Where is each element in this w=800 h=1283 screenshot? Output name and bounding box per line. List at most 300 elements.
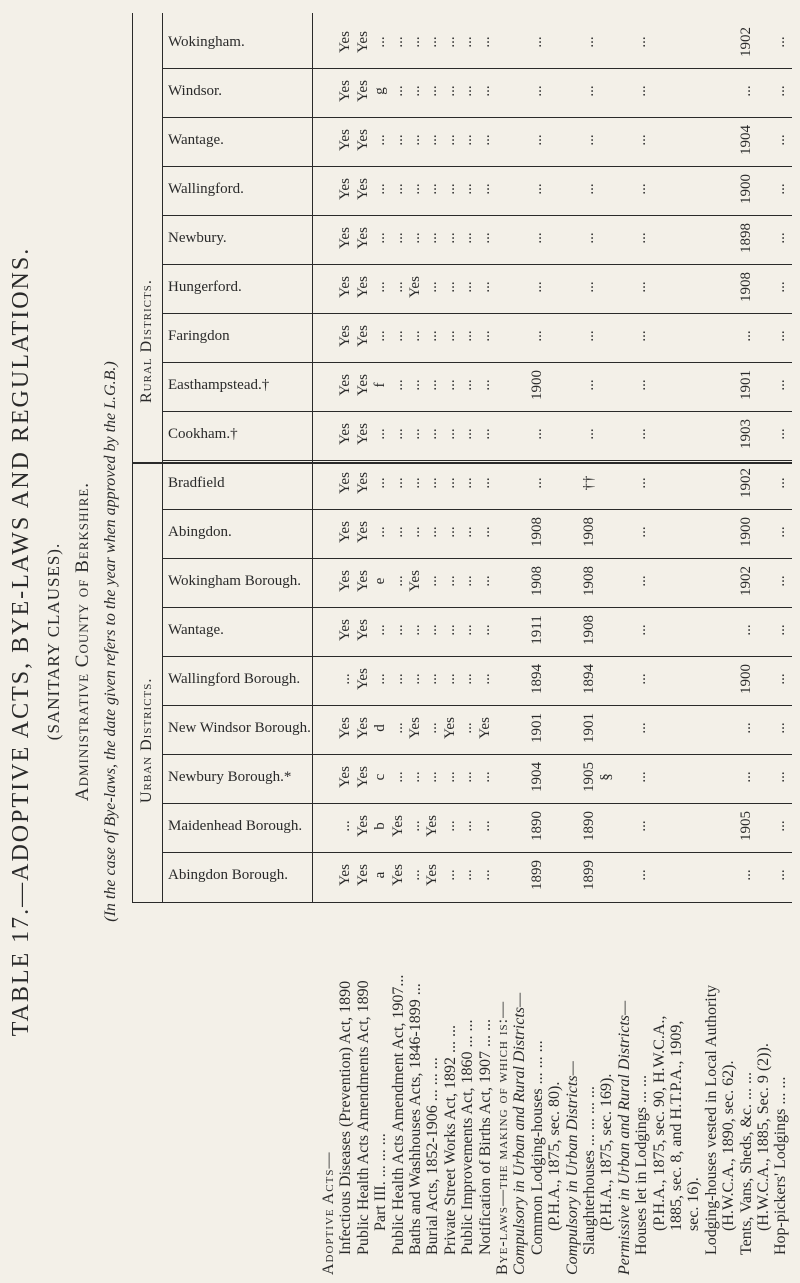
table-cell: Yes [407,570,423,592]
table-cell: ... [372,673,389,685]
row-label: Compulsory in Urban and Rural Districts— [511,992,529,1275]
table-cell: 1908 [737,272,754,302]
table-cell: ... [476,771,493,783]
table-cell: ... [476,379,493,391]
table-cell: ... [633,820,650,832]
table-cell: ... [441,183,458,195]
table-cell: Yes [424,864,441,886]
table-cell: Yes [337,80,354,102]
table-cell: 1911 [528,615,545,645]
column-heading: Wantage. [168,622,224,638]
table-cell: Yes [337,570,354,592]
table-cell: ... [772,771,789,783]
table-cell: ... [772,183,789,195]
table-cell: ... [737,624,754,636]
table-cell: ... [372,330,389,342]
table-cell: ... [407,624,423,636]
row-label: Adoptive Acts— [320,1151,337,1275]
table-cell: ... [476,526,493,538]
table-cell: Yes [354,227,371,249]
table-cell: ... [441,673,458,685]
table-cell: ... [407,36,423,48]
table-cell: ... [633,624,650,636]
table-cell: ... [476,673,493,685]
table-cell: Yes [407,276,423,298]
table-cell: ... [581,281,597,293]
column-heading: Faringdon [168,328,230,344]
table-cell: ... [528,36,545,48]
table-cell: ... [633,673,650,685]
table-cell: 1908 [528,517,545,547]
table-cell: 1903 [737,419,754,449]
rule-head [312,13,313,903]
table-cell: 1900 [737,174,754,204]
table-cell: ... [441,428,458,440]
table-cell: ... [737,771,754,783]
row-label: (H.W.C.A., 1890, sec. 62). [720,1060,738,1231]
table-cell: ... [459,575,476,587]
row-label: Private Street Works Act, 1892 ... ... [441,1025,459,1255]
table-cell: ... [372,477,389,489]
table-cell: c [372,773,389,781]
table-cell: ... [389,526,406,538]
group-urban: Urban Districts. [138,677,155,803]
table-cell: ... [389,232,406,244]
table-cell: Yes [337,766,354,788]
table-cell: ... [737,85,754,97]
table-cell: ... [772,36,789,48]
table-cell: ... [633,281,650,293]
table-cell: ... [581,134,597,146]
table-cell: ... [407,477,423,489]
table-cell: ... [772,575,789,587]
column-heading: Wallingford Borough. [168,671,301,687]
table-cell: Yes [354,472,371,494]
table-cell: ... [772,673,789,685]
table-cell: ... [372,134,389,146]
table-cell: Yes [337,423,354,445]
table-cell: ... [737,722,754,734]
table-cell: d [372,724,389,732]
row-label: Public Improvements Act, 1860 ... ... [459,1019,477,1255]
table-cell: ... [337,820,354,832]
table-cell: ... [337,673,354,685]
table-cell: 1905 [581,762,597,792]
table-cell: 1900 [737,517,754,547]
table-cell: ... [389,722,406,734]
row-label: Permissive in Urban and Rural Districts— [615,1000,633,1275]
table-cell: ... [424,281,441,293]
table-cell: Yes [337,472,354,494]
table-cell: ... [441,771,458,783]
table-cell: ... [389,477,406,489]
table-cell: Yes [354,570,371,592]
table-cell: ... [424,36,441,48]
table-cell: ... [476,477,493,489]
table-cell: Yes [354,80,371,102]
table-cell: ... [407,183,423,195]
table-cell: Yes [354,178,371,200]
table-cell: ... [424,330,441,342]
table-cell: ... [441,330,458,342]
row-label: sec. 16). [685,1177,703,1231]
table-cell: Yes [389,815,406,837]
table-cell: ... [389,36,406,48]
table-cell: ... [459,624,476,636]
table-cell: ... [459,134,476,146]
table-cell: Yes [441,717,458,739]
rule-top [132,13,133,903]
table-cell: Yes [354,31,371,53]
table-cell: ... [633,232,650,244]
table-cell: ... [476,330,493,342]
table-cell: Yes [337,374,354,396]
table-cell: ... [476,428,493,440]
table-cell: ... [389,134,406,146]
row-label: Common Lodging-houses ... ... ... [528,1040,546,1255]
table-cell: †† [581,475,597,491]
table-cell: ... [633,330,650,342]
table-note: (In the case of Bye-laws, the date given refers to the year when approved by the L.G.B.) [102,361,119,922]
table-cell: ... [441,36,458,48]
table-cell: ... [528,330,545,342]
group-rural: Rural Districts. [138,279,155,403]
column-heading: Bradfield [168,475,225,491]
table-cell: Yes [337,31,354,53]
table-cell: ... [476,820,493,832]
table-cell: ... [459,379,476,391]
table-cell: § [598,773,615,781]
row-label: (P.H.A., 1875, sec. 80). [546,1081,564,1231]
table-cell: ... [633,134,650,146]
table-cell: ... [372,232,389,244]
county-heading: Administrative County of Berkshire. [72,481,93,802]
table-cell: Yes [337,717,354,739]
table-cell: Yes [354,423,371,445]
table-cell: ... [441,85,458,97]
table-subtitle: (SANITARY CLAUSES). [44,542,63,741]
table-cell: ... [407,771,423,783]
row-label: (P.H.A., 1875, sec. 90, H.W.C.A., [650,1015,668,1231]
table-cell: 1894 [528,664,545,694]
column-heading: Abingdon. [168,524,232,540]
table-cell: ... [476,869,493,881]
table-cell: ... [424,526,441,538]
table-cell: ... [424,673,441,685]
table-cell: ... [407,673,423,685]
table-cell: ... [528,281,545,293]
table-cell: 1900 [737,664,754,694]
table-cell: ... [424,85,441,97]
table-cell: ... [407,820,423,832]
rule-group [162,13,163,903]
table-cell: 1901 [581,713,597,743]
table-cell: ... [389,428,406,440]
table-cell: ... [389,379,406,391]
table-cell: ... [528,134,545,146]
table-cell: ... [772,624,789,636]
table-cell: 1898 [737,223,754,253]
table-cell: ... [424,624,441,636]
row-label: Hop-pickers' Lodgings ... ... [772,1076,790,1255]
table-cell: 1904 [737,125,754,155]
column-heading: New Windsor Borough. [168,720,311,736]
table-cell: ... [581,330,597,342]
column-heading: Wallingford. [168,181,244,197]
table-cell: ... [424,722,441,734]
row-label: 1885, sec. 8, and H.T.P.A., 1909, [668,1020,685,1231]
table-cell: ... [459,526,476,538]
row-label: Compulsory in Urban Districts— [563,1061,581,1275]
table-cell: 1899 [581,860,597,890]
table-cell: ... [459,281,476,293]
table-cell: ... [424,428,441,440]
column-heading: Newbury. [168,230,227,246]
table-cell: b [372,822,389,830]
table-cell: Yes [354,129,371,151]
table-cell: Yes [354,668,371,690]
column-heading: Maidenhead Borough. [168,818,303,834]
column-heading: Wantage. [168,132,224,148]
table-cell: ... [476,281,493,293]
column-heading: Abingdon Borough. [168,867,288,883]
table-cell: Yes [354,276,371,298]
table-cell: ... [407,379,423,391]
table-cell: ... [441,869,458,881]
table-cell: Yes [354,766,371,788]
row-label: Slaughterhouses ... ... ... ... [581,1086,598,1255]
table-title: TABLE 17.—ADOPTIVE ACTS, BYE-LAWS AND REGULATIONS. [8,246,34,1037]
table-cell: a [372,871,389,879]
table-cell: ... [441,281,458,293]
column-heading: Easthampstead.† [168,377,270,393]
table-cell: ... [407,232,423,244]
table-cell: ... [633,869,650,881]
column-heading: Windsor. [168,83,222,99]
table-cell: ... [581,36,597,48]
table-cell: ... [459,428,476,440]
column-heading: Hungerford. [168,279,242,295]
table-cell: Yes [354,717,371,739]
table-cell: ... [372,624,389,636]
table-cell: 1902 [737,27,754,57]
table-cell: Yes [476,717,493,739]
table-cell: Yes [354,864,371,886]
table-cell: ... [441,232,458,244]
column-heading: Wokingham. [168,34,245,50]
table-cell: ... [389,575,406,587]
table-cell: ... [633,183,650,195]
table-cell: Yes [337,129,354,151]
table-cell: ... [459,771,476,783]
table-cell: 1901 [528,713,545,743]
table-cell: ... [772,379,789,391]
table-cell: ... [459,722,476,734]
table-cell: ... [389,85,406,97]
table-cell: Yes [337,619,354,641]
table-cell: g [372,87,389,95]
table-cell: ... [441,575,458,587]
table-cell: Yes [354,521,371,543]
table-cell: ... [476,183,493,195]
row-label: (H.W.C.A., 1885, Sec. 9 (2)). [755,1043,772,1231]
row-label: Baths and Washhouses Acts, 1846-1899 ... [407,983,424,1255]
table-cell: ... [424,771,441,783]
table-cell: ... [459,232,476,244]
table-cell: ... [389,281,406,293]
table-cell: ... [528,428,545,440]
table-cell: ... [459,673,476,685]
table-cell: ... [581,232,597,244]
table-cell: 1908 [581,566,597,596]
table-cell: Yes [424,815,441,837]
table-cell: Yes [354,619,371,641]
table-cell: ... [407,330,423,342]
column-heading: Wokingham Borough. [168,573,301,589]
table-cell: Yes [337,227,354,249]
row-label: (P.H.A., 1875, sec. 169). [598,1073,616,1231]
table-cell: ... [633,771,650,783]
table-cell: ... [459,820,476,832]
table-cell: ... [424,477,441,489]
table-cell: ... [737,869,754,881]
table-cell: ... [772,526,789,538]
table-cell: ... [389,673,406,685]
table-cell: ... [772,820,789,832]
table-cell: ... [372,428,389,440]
table-cell: ... [772,477,789,489]
table-cell: ... [581,428,597,440]
table-cell: 1902 [737,566,754,596]
table-cell: ... [633,722,650,734]
table-cell: ... [528,85,545,97]
table-cell: 1908 [581,615,597,645]
table-cell: ... [581,183,597,195]
table-cell: ... [372,36,389,48]
table-cell: 1908 [581,517,597,547]
table-cell: ... [407,428,423,440]
table-cell: ... [459,183,476,195]
table-cell: ... [389,183,406,195]
table-cell: ... [424,575,441,587]
table-cell: ... [389,771,406,783]
table-cell: ... [372,281,389,293]
table-cell: ... [459,477,476,489]
table-cell: ... [389,330,406,342]
table-cell: ... [772,85,789,97]
table-cell: ... [633,379,650,391]
table-cell: ... [389,624,406,636]
table-cell: ... [407,869,423,881]
table-cell: Yes [337,325,354,347]
table-cell: 1902 [737,468,754,498]
table-cell: ... [441,820,458,832]
table-cell: ... [772,722,789,734]
table-cell: ... [772,428,789,440]
row-label: Public Health Acts Amendment Act, 1907... [389,974,407,1255]
row-label: Infectious Diseases (Prevention) Act, 1890 [337,980,355,1255]
table-cell: ... [528,477,545,489]
row-label: Lodging-houses vested in Local Authority [702,984,720,1255]
row-label: Burial Acts, 1852-1906 ... ... ... [424,1057,442,1255]
table-cell: Yes [407,717,423,739]
table-cell: ... [476,232,493,244]
column-heading: Newbury Borough.* [168,769,292,785]
table-cell: ... [441,526,458,538]
table-cell: ... [441,134,458,146]
table-cell: Yes [337,864,354,886]
table-cell: ... [633,526,650,538]
table-cell: ... [424,134,441,146]
table-cell: ... [633,477,650,489]
table-cell: ... [407,85,423,97]
table-cell: 1904 [528,762,545,792]
table-cell: ... [476,575,493,587]
table-cell: ... [476,85,493,97]
table-cell: ... [737,330,754,342]
row-label: Public Health Acts Amendments Act, 1890 [354,980,372,1255]
table-cell: ... [407,526,423,538]
table-cell: Yes [337,521,354,543]
table-cell: Yes [337,178,354,200]
table-cell: Yes [354,815,371,837]
table-cell: ... [581,85,597,97]
table-cell: ... [581,379,597,391]
table-cell: ... [476,624,493,636]
table-cell: e [372,577,389,585]
table-cell: ... [772,281,789,293]
table-cell: Yes [354,374,371,396]
table-cell: ... [476,134,493,146]
table-cell: ... [372,183,389,195]
table-cell: ... [772,330,789,342]
table-cell: ... [633,428,650,440]
table-cell: 1900 [528,370,545,400]
table-cell: 1890 [528,811,545,841]
table-cell: ... [424,232,441,244]
row-label: Part III. ... ... ... [372,1133,390,1231]
table-cell: 1899 [528,860,545,890]
table-cell: ... [459,869,476,881]
table-cell: 1908 [528,566,545,596]
table-cell: 1905 [737,811,754,841]
row-label: Bye-laws—the making of which is:— [494,1000,511,1275]
table-cell: ... [407,134,423,146]
table-cell: ... [528,183,545,195]
table-cell: ... [528,232,545,244]
table-cell: 1894 [581,664,597,694]
table-cell: ... [441,379,458,391]
table-cell: ... [441,624,458,636]
table-cell: ... [772,232,789,244]
table-cell: ... [633,36,650,48]
table-cell: ... [459,330,476,342]
table-cell: ... [459,85,476,97]
column-heading: Cookham.† [168,426,238,442]
table-cell: Yes [337,276,354,298]
row-label: Tents, Vans, Sheds, &c. ... ... [737,1071,755,1255]
table-cell: ... [459,36,476,48]
table-cell: Yes [354,325,371,347]
row-label: Notification of Births Act, 1907 ... ... [476,1019,494,1255]
table-cell: ... [424,379,441,391]
table-cell: ... [441,477,458,489]
table-cell: Yes [389,864,406,886]
table-cell: 1901 [737,370,754,400]
table-cell: ... [372,526,389,538]
table-cell: ... [772,869,789,881]
table-cell: ... [476,36,493,48]
